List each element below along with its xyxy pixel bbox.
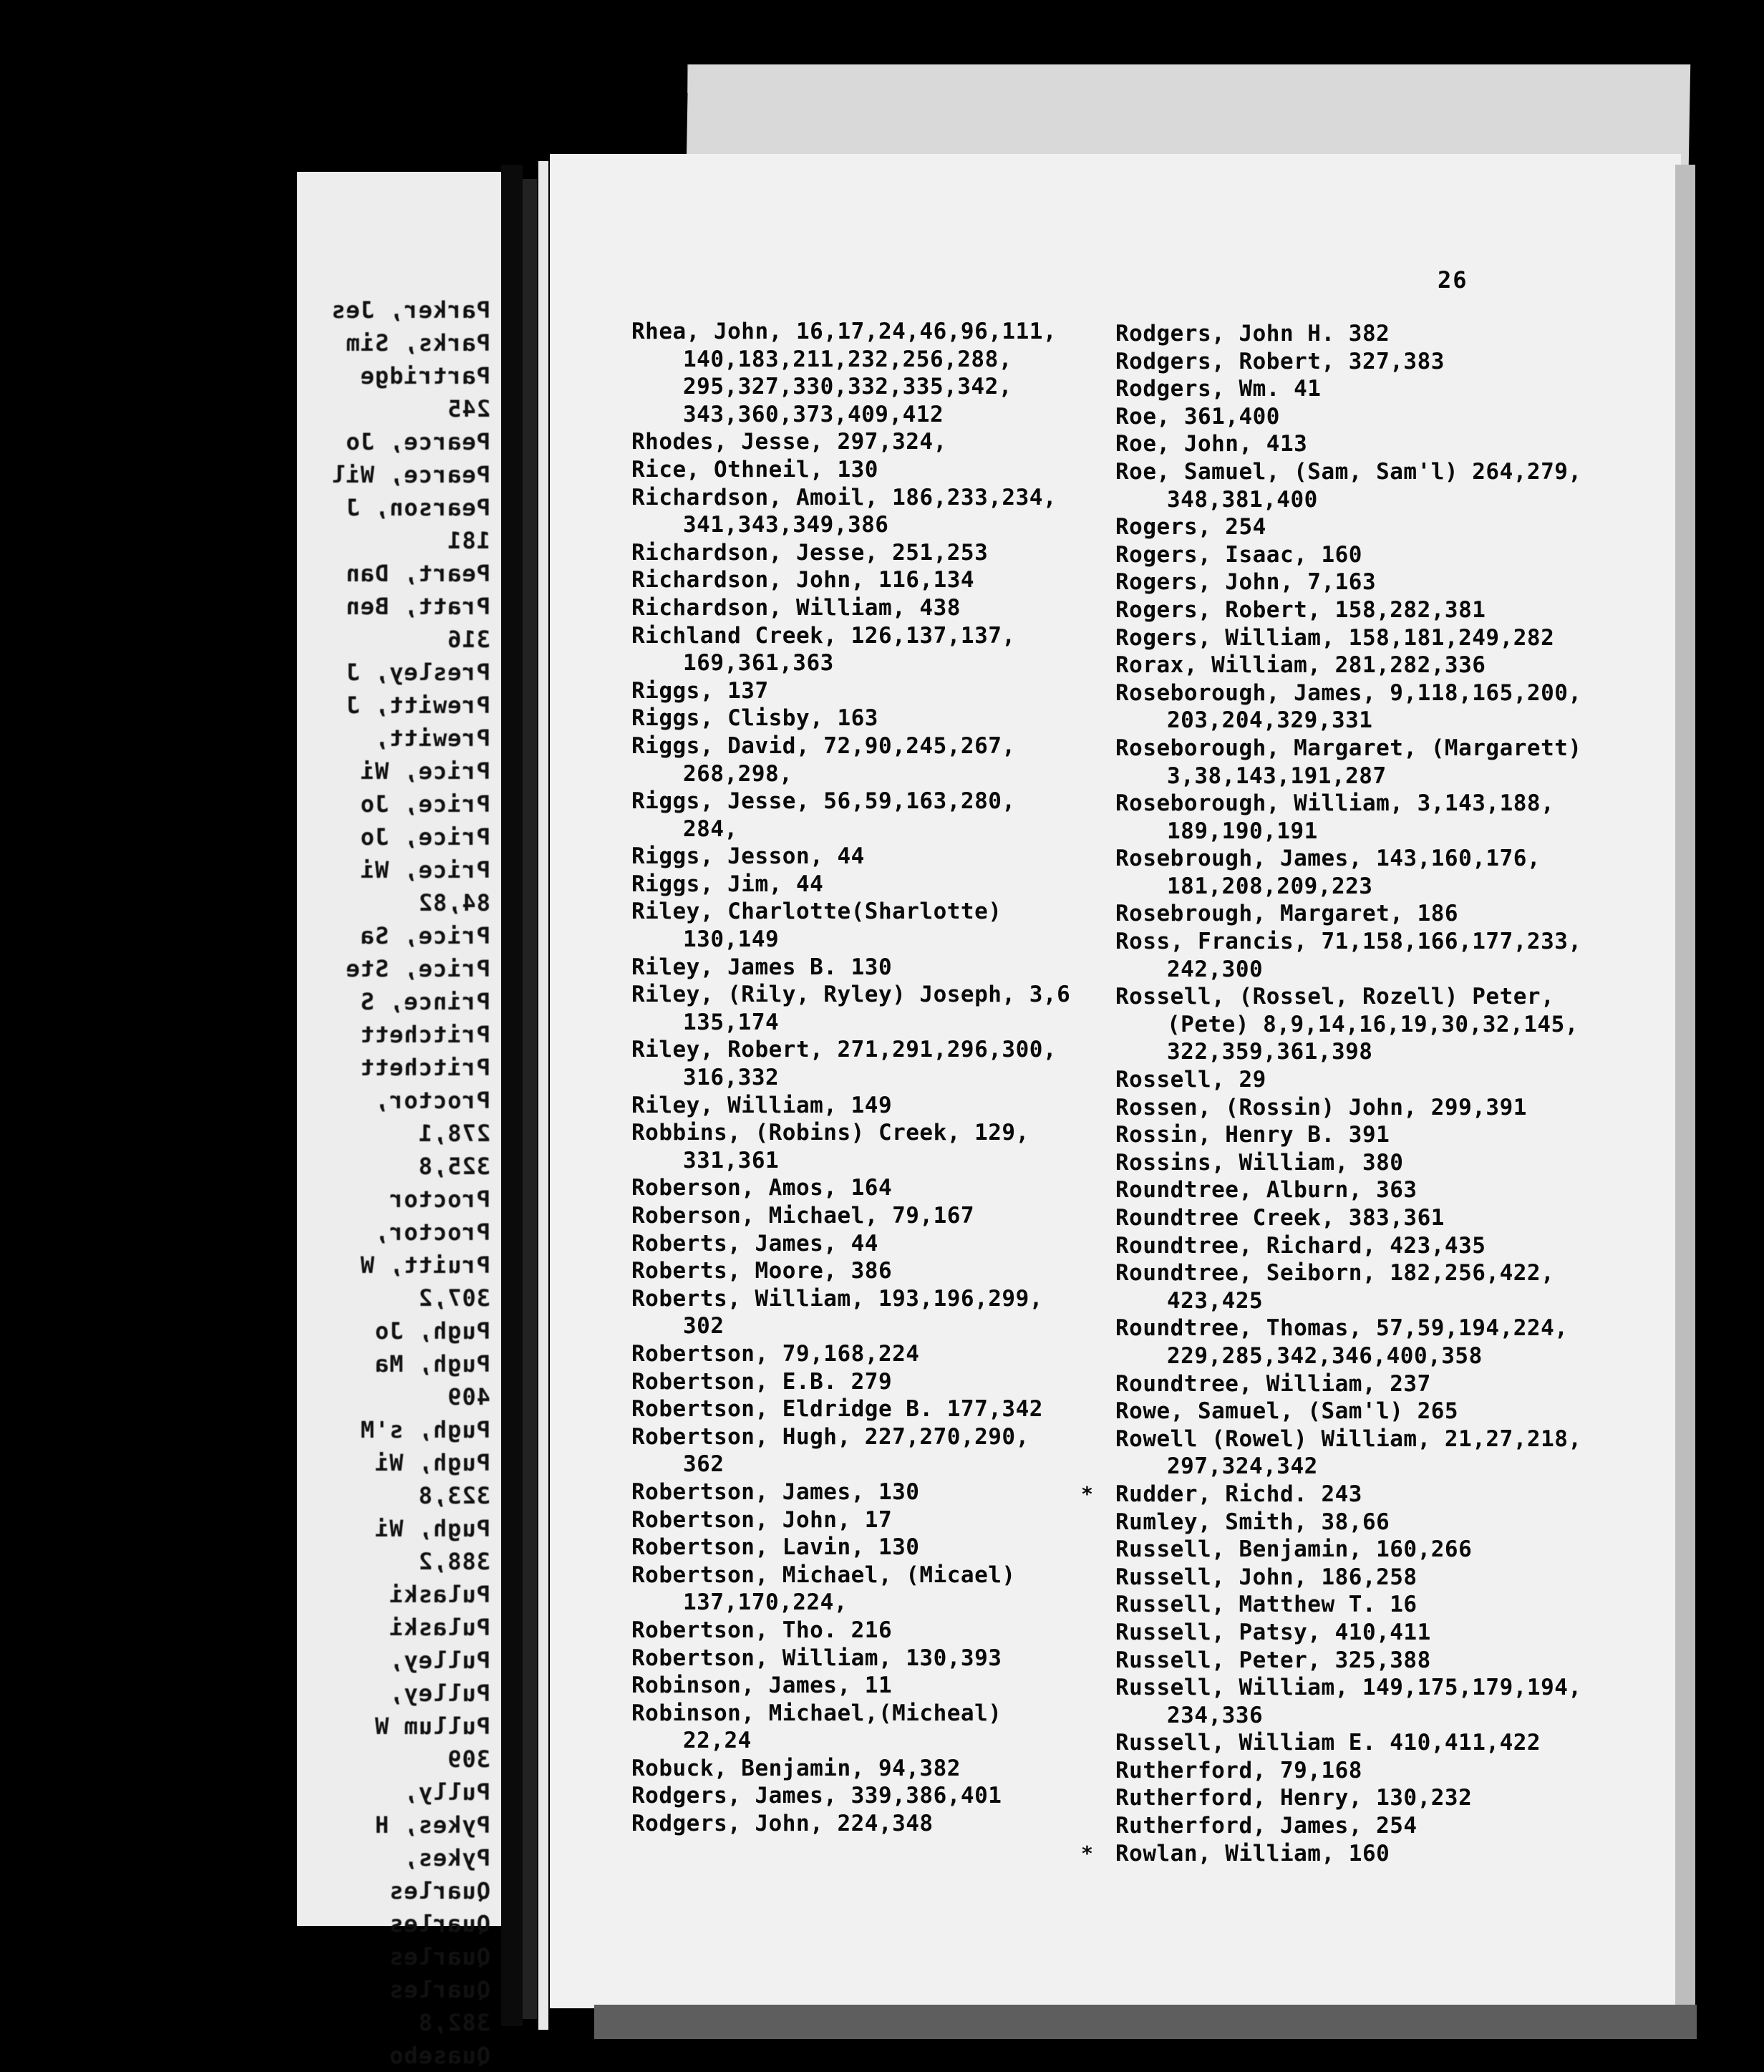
asterisk-mark: *: [1081, 1481, 1094, 1506]
index-entry: [1115, 1619, 1659, 1647]
index-entry-text: Robertson, E.B. 279: [631, 1368, 893, 1395]
index-entry-text: Riggs, Jesse, 56,59,163,280, 284,: [631, 788, 1016, 842]
ghost-line: Pruitt, W: [359, 1252, 490, 1279]
index-entry: [1115, 1204, 1659, 1232]
index-entry: [1115, 1232, 1659, 1260]
ghost-line: 309: [447, 1746, 490, 1773]
index-entry-text: Russell, William E. 410,411,422: [1115, 1730, 1541, 1756]
index-entry-text: Rogers, Isaac, 160: [1115, 541, 1362, 568]
ghost-line: Partridge: [359, 362, 490, 389]
ghost-line: Quarles: [389, 1877, 490, 1904]
index-entry: [631, 981, 1133, 1036]
index-entry: [1115, 1121, 1659, 1149]
index-entry: [631, 1782, 1133, 1810]
index-entry-text: Richardson, William, 438: [631, 594, 961, 621]
index-entry-text: Riggs, Jesson, 44: [631, 843, 865, 870]
ghost-line: 323,8: [417, 1482, 490, 1509]
index-entry: [631, 843, 1133, 871]
ghost-line: Price, Jo: [359, 790, 490, 818]
index-entry: [1115, 845, 1659, 900]
ghost-line: Price, Ste: [345, 955, 490, 982]
index-entry-text: Russell, William, 149,175,179,194, 234,336: [1115, 1675, 1582, 1728]
index-entry: [1115, 1591, 1659, 1619]
ghost-line: Parks, Sim: [345, 329, 490, 357]
index-entry-text: Richardson, John, 116,134: [631, 567, 975, 594]
ghost-line: Pugh, Jo: [374, 1317, 490, 1345]
index-entry-text: Roberts, James, 44: [631, 1230, 878, 1257]
index-entry: [1115, 1757, 1659, 1785]
index-entry: [1115, 900, 1659, 928]
ghost-line: Proctor,: [374, 1087, 490, 1114]
index-column-right: [1081, 320, 1659, 1867]
ghost-line: Prewitt, J: [345, 692, 490, 719]
index-entry-text: Rogers, John, 7,163: [1115, 569, 1377, 596]
index-entry: [631, 622, 1133, 677]
index-entry: [631, 1285, 1133, 1340]
index-entry: [631, 566, 1133, 594]
index-entry: [1115, 1647, 1659, 1675]
index-entry: [631, 318, 1133, 428]
index-entry-text: Robbins, (Robins) Creek, 129, 331,361: [631, 1120, 1029, 1173]
ghost-line: Pritchett: [359, 1021, 490, 1048]
sheet-top-edge: [687, 64, 1690, 165]
index-entry: [1115, 375, 1659, 403]
index-entry: [1115, 624, 1659, 652]
index-entry-text: Richland Creek, 126,137,137, 169,361,363: [631, 622, 1016, 677]
index-entry-text: Robertson, Eldridge B. 177,342: [631, 1396, 1043, 1423]
ghost-line: 316: [447, 626, 490, 653]
binding-gutter: [501, 165, 523, 2026]
index-entry: [631, 1562, 1133, 1617]
index-entry-text: Rossell, 29: [1115, 1067, 1266, 1093]
index-entry-text: Rowlan, William, 160: [1115, 1840, 1390, 1867]
index-entry-text: Roundtree Creek, 383,361: [1115, 1205, 1445, 1231]
index-entry-text: Riley, Robert, 271,291,296,300, 316,332: [631, 1037, 1057, 1091]
index-entry-text: Roe, John, 413: [1115, 431, 1308, 458]
index-entry-text: Rumley, Smith, 38,66: [1115, 1509, 1390, 1535]
bleed-through-text: [304, 294, 490, 2072]
index-entry-text: Roberts, William, 193,196,299, 302: [631, 1285, 1043, 1340]
index-entry-text: Robertson, Michael, (Micael) 137,170,224,: [631, 1562, 1016, 1616]
page-edge: [538, 161, 548, 2030]
index-entry: [631, 428, 1133, 456]
index-entry-text: Robertson, James, 130: [631, 1478, 920, 1505]
index-entry: [631, 1368, 1133, 1396]
index-entry: [631, 1036, 1133, 1091]
index-entry: [1115, 1094, 1659, 1122]
index-entry: [1115, 1315, 1659, 1370]
ghost-line: Price, Jo: [359, 823, 490, 851]
index-entry-text: Riggs, 137: [631, 677, 769, 704]
index-entry: [631, 705, 1133, 732]
index-entry-text: Riley, (Rily, Ryley) Joseph, 3,6 135,174: [631, 982, 1071, 1035]
ghost-line: Pratt, Ben: [345, 593, 490, 620]
index-entry-text: Russell, Peter, 325,388: [1115, 1647, 1431, 1673]
ghost-line: Pykes, H: [374, 1811, 490, 1839]
index-entry-text: Russell, Patsy, 410,411: [1115, 1619, 1431, 1645]
index-entry: [631, 1810, 1133, 1838]
index-entry-text: Rossins, William, 380: [1115, 1149, 1404, 1176]
asterisk-mark: *: [1081, 1841, 1094, 1865]
ghost-line: Peart, Dan: [345, 560, 490, 587]
index-entry: [1115, 596, 1659, 624]
ghost-line: Pearson, J: [345, 494, 490, 521]
ghost-line: 181: [447, 527, 490, 554]
index-entry-text: Roe, Samuel, (Sam, Sam'l) 264,279, 348,381,400: [1115, 458, 1582, 513]
ghost-line: Proctor,: [374, 1219, 490, 1246]
ghost-line: Pykes,: [403, 1844, 490, 1872]
index-entry-text: Robertson, 79,168,224: [631, 1340, 920, 1367]
index-entry: [631, 1645, 1133, 1672]
ghost-line: Pulaski: [389, 1581, 490, 1608]
ghost-line: Quasebo: [389, 2042, 490, 2069]
index-entry-text: Rutherford, Henry, 130,232: [1115, 1785, 1473, 1811]
index-entry-text: Rice, Othneil, 130: [631, 456, 878, 483]
index-entry-text: Riley, James B. 130: [631, 954, 893, 980]
index-entry-text: Roberson, Amos, 164: [631, 1175, 893, 1201]
index-entry-text: Roberts, Moore, 386: [631, 1258, 893, 1284]
index-entry-text: Rowe, Samuel, (Sam'l) 265: [1115, 1398, 1459, 1425]
index-entry-text: Robertson, William, 130,393: [631, 1645, 1002, 1671]
index-entry: [1115, 652, 1659, 679]
index-entry-text: Richardson, Amoil, 186,233,234, 341,343,349,386: [631, 484, 1057, 538]
index-entry: [1115, 983, 1659, 1066]
ghost-line: 278,1: [417, 1120, 490, 1147]
ghost-line: Pugh, s'M: [359, 1416, 490, 1443]
ghost-line: Price, Wi: [359, 856, 490, 883]
index-entry-text: Rosebrough, Margaret, 186: [1115, 901, 1459, 927]
index-entry-text: Russell, Benjamin, 160,266: [1115, 1536, 1473, 1563]
page-bottom-shadow: [594, 2005, 1697, 2039]
index-entry: [631, 1257, 1133, 1285]
ghost-line: Pugh, Wi: [374, 1449, 490, 1476]
index-entry: [1115, 458, 1659, 513]
ghost-line: Quarles: [389, 1943, 490, 1970]
index-entry-text: Rogers, 254: [1115, 514, 1266, 541]
index-entry-text: Rosebrough, James, 143,160,176, 181,208,209,223: [1115, 846, 1541, 899]
index-entry: [631, 788, 1133, 843]
ghost-line: 409: [447, 1383, 490, 1410]
index-entry-text: Riley, Charlotte(Sharlotte) 130,149: [631, 899, 1002, 953]
ghost-line: Pulley,: [389, 1647, 490, 1674]
index-entry: [631, 1700, 1133, 1755]
index-entry-text: Roundtree, Alburn, 363: [1115, 1177, 1418, 1204]
index-entry: [631, 871, 1133, 899]
index-entry: [631, 1423, 1133, 1478]
index-entry-text: Riggs, David, 72,90,245,267, 268,298,: [631, 732, 1016, 787]
index-entry-text: Rutherford, James, 254: [1115, 1813, 1418, 1839]
ghost-line: Pulley,: [389, 1680, 490, 1707]
index-entry: [1115, 1370, 1659, 1398]
ghost-line: 307,2: [417, 1284, 490, 1312]
index-entry: [1115, 735, 1659, 790]
index-entry: [631, 484, 1133, 539]
ghost-line: Pearce, Jo: [345, 428, 490, 455]
index-entry: [1115, 1398, 1659, 1425]
index-entry-text: Russell, John, 186,258: [1115, 1564, 1418, 1590]
ghost-line: Prewitt,: [374, 725, 490, 752]
index-entry-text: Robinson, James, 11: [631, 1672, 893, 1699]
ghost-line: Proctor: [389, 1186, 490, 1213]
index-entry: [631, 1534, 1133, 1562]
index-column-left: [631, 318, 1133, 1838]
index-entry-text: Rogers, Robert, 158,282,381: [1115, 596, 1486, 623]
index-entry: [1115, 790, 1659, 845]
ghost-line: Quarles: [389, 1976, 490, 2003]
index-entry-text: Roundtree, Thomas, 57,59,194,224, 229,285,342,346,400,358: [1115, 1315, 1569, 1369]
index-entry: [1115, 1812, 1659, 1840]
index-entry: [1115, 1564, 1659, 1592]
index-entry: [631, 1340, 1133, 1368]
index-entry-text: Riley, William, 149: [631, 1092, 893, 1118]
index-entry: [631, 1395, 1133, 1423]
index-entry: [1115, 1066, 1659, 1094]
index-entry-text: Richardson, Jesse, 251,253: [631, 539, 989, 566]
ghost-line: 382,8: [417, 2009, 490, 2036]
index-entry-text: Rodgers, Wm. 41: [1115, 376, 1322, 402]
binding-shadow: [523, 179, 537, 2019]
index-entry: [1115, 928, 1659, 983]
index-entry: [1115, 513, 1659, 541]
ghost-line: 245: [447, 395, 490, 422]
index-entry-text: Riggs, Clisby, 163: [631, 705, 878, 732]
ghost-line: Parker, Jes: [331, 296, 490, 324]
index-entry-text: Rhea, John, 16,17,24,46,96,111, 140,183,211,232,256,288, 295,327,330,332,335,342, 343,360,373,409,412: [631, 319, 1057, 427]
index-entry: [1115, 1674, 1659, 1729]
index-entry: [631, 1230, 1133, 1258]
ghost-line: Price, Wi: [359, 757, 490, 785]
index-entry-text: Roe, 361,400: [1115, 403, 1280, 430]
index-entry-text: Roberson, Michael, 79,167: [631, 1203, 975, 1229]
index-entry: [631, 1617, 1133, 1645]
index-entry-text: Robertson, John, 17: [631, 1506, 893, 1533]
ghost-line: Pugh, Wi: [374, 1515, 490, 1542]
ghost-line: Prince, S: [359, 988, 490, 1015]
index-entry: [1115, 1536, 1659, 1564]
page-right-shadow: [1675, 165, 1695, 2012]
index-entry: [631, 954, 1133, 982]
index-entry-text: Ross, Francis, 71,158,166,177,233, 242,300: [1115, 929, 1582, 982]
ghost-line: Price, Sa: [359, 922, 490, 949]
index-entry-text: Rhodes, Jesse, 297,324,: [631, 429, 947, 455]
index-entry-text: Rodgers, John H. 382: [1115, 321, 1390, 347]
index-entry: [631, 732, 1133, 788]
index-entry-text: Russell, Matthew T. 16: [1115, 1592, 1418, 1618]
ghost-line: Presley, J: [345, 659, 490, 686]
index-entry: [631, 898, 1133, 953]
index-entry-text: Roundtree, William, 237: [1115, 1370, 1431, 1397]
index-entry: [1115, 541, 1659, 569]
index-entry: [1115, 1729, 1659, 1757]
index-entry: [1115, 348, 1659, 376]
index-entry: [631, 1202, 1133, 1230]
index-entry-text: Rodgers, John, 224,348: [631, 1811, 934, 1837]
index-entry: [1081, 1840, 1659, 1868]
index-entry-text: Riggs, Jim, 44: [631, 871, 824, 897]
index-entry-text: Robinson, Michael,(Micheal) 22,24: [631, 1700, 1002, 1754]
index-entry-text: Roseborough, William, 3,143,188, 189,190,191: [1115, 790, 1555, 844]
index-entry: [631, 594, 1133, 622]
index-entry-text: Robertson, Lavin, 130: [631, 1534, 920, 1561]
index-entry-text: Robuck, Benjamin, 94,382: [631, 1755, 961, 1781]
ghost-line: Pullum W: [374, 1713, 490, 1740]
index-entry-text: Rowell (Rowel) William, 21,27,218, 297,324,342: [1115, 1425, 1582, 1480]
index-entry: [631, 1506, 1133, 1534]
index-entry: [1115, 320, 1659, 348]
index-entry-text: Rogers, William, 158,181,249,282: [1115, 624, 1555, 651]
index-entry-text: Roundtree, Richard, 423,435: [1115, 1232, 1486, 1259]
index-entry: [1115, 403, 1659, 431]
adjacent-page: [297, 172, 501, 2069]
index-entry: [631, 1478, 1133, 1506]
index-entry-text: Roseborough, Margaret, (Margarett) 3,38,143,191,287: [1115, 735, 1582, 789]
index-entry-text: Robertson, Tho. 216: [631, 1617, 893, 1643]
ghost-line: 84,82: [417, 889, 490, 916]
index-entry: [1115, 1425, 1659, 1481]
index-entry-text: Robertson, Hugh, 227,270,290, 362: [631, 1423, 1029, 1478]
index-entry-text: Roseborough, James, 9,118,165,200, 203,204,329,331: [1115, 679, 1582, 734]
index-entry-text: Rossin, Henry B. 391: [1115, 1122, 1390, 1148]
index-entry: [1115, 1149, 1659, 1177]
ghost-line: Pully,: [403, 1778, 490, 1806]
index-entry: [631, 1672, 1133, 1700]
index-entry-text: Rossen, (Rossin) John, 299,391: [1115, 1094, 1527, 1120]
index-entry: [1115, 430, 1659, 458]
ghost-line: Pearce, Wil: [331, 461, 490, 488]
ghost-line: Quarles: [389, 1910, 490, 1937]
index-entry: [1115, 1259, 1659, 1315]
index-entry: [631, 1119, 1133, 1174]
index-entry: [1115, 568, 1659, 596]
index-entry: [631, 1174, 1133, 1202]
index-entry: [631, 539, 1133, 567]
index-entry: [1081, 1481, 1659, 1509]
index-entry-text: Rudder, Richd. 243: [1115, 1481, 1362, 1507]
index-entry-text: Rodgers, Robert, 327,383: [1115, 348, 1445, 374]
index-entry: [631, 456, 1133, 484]
index-entry: [1115, 1784, 1659, 1812]
index-entry: [631, 1755, 1133, 1783]
index-entry: [631, 1092, 1133, 1120]
index-entry-text: Rutherford, 79,168: [1115, 1757, 1362, 1783]
ghost-line: 325,8: [417, 1153, 490, 1180]
ghost-line: 388,2: [417, 1548, 490, 1575]
page-number: 26: [1438, 266, 1468, 294]
index-entry: [1115, 1509, 1659, 1536]
ghost-line: Pulaski: [389, 1614, 490, 1641]
index-entry-text: Rorax, William, 281,282,336: [1115, 652, 1486, 679]
index-entry: [631, 677, 1133, 705]
index-entry-text: Rodgers, James, 339,386,401: [631, 1783, 1002, 1809]
index-entry-text: Roundtree, Seiborn, 182,256,422, 423,425: [1115, 1260, 1555, 1314]
ghost-line: Pugh, Ma: [374, 1350, 490, 1378]
index-entry: [1115, 1176, 1659, 1204]
index-entry: [1115, 679, 1659, 735]
ghost-line: Pritchett: [359, 1054, 490, 1081]
index-entry-text: Rossell, (Rossel, Rozell) Peter, (Pete) 8,9,14,16,19,30,32,145, 322,359,361,398: [1115, 984, 1579, 1065]
